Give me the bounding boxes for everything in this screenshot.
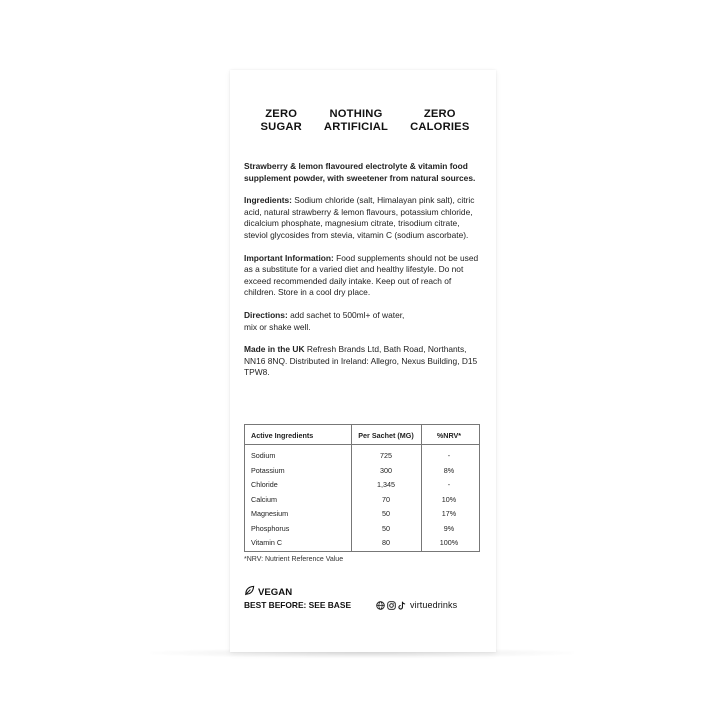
ingredient-amount: 80 xyxy=(382,538,390,547)
ingredient-nrv: - xyxy=(447,451,451,460)
best-before: BEST BEFORE: SEE BASE xyxy=(244,600,352,610)
social-handle-text: virtuedrinks xyxy=(410,600,458,610)
ingredient-name: Calcium xyxy=(251,494,277,504)
table-row xyxy=(245,478,479,492)
ingredients-section xyxy=(244,195,484,241)
claim-line: SUGAR xyxy=(260,121,302,133)
table-row xyxy=(245,507,479,521)
claim-line: ARTIFICIAL xyxy=(323,121,389,133)
ingredients-label: Ingredients: xyxy=(244,195,292,206)
vegan-label: VEGAN xyxy=(258,586,293,598)
claim-zero-calories xyxy=(410,108,469,134)
vegan-badge xyxy=(244,585,292,599)
ingredient-nrv: 10% xyxy=(441,494,457,504)
table-row xyxy=(245,522,479,536)
ingredient-amount: 725 xyxy=(380,451,392,460)
table-row xyxy=(245,449,479,463)
header-nrv: %NRV* xyxy=(436,431,462,440)
claim-line: ZERO xyxy=(265,108,298,120)
made-in-section xyxy=(244,344,484,379)
made-in-label: Made in the UK xyxy=(244,344,305,355)
directions-line-1: add sachet to 500ml+ of water, xyxy=(290,309,405,320)
ingredient-name: Magnesium xyxy=(251,509,289,518)
claim-line: CALORIES xyxy=(410,121,470,133)
directions-line-2: mix or shake well. xyxy=(244,321,311,332)
ingredient-amount: 50 xyxy=(382,509,390,518)
globe-icon xyxy=(376,601,385,610)
table-row xyxy=(245,536,479,550)
label-text xyxy=(244,161,484,390)
instagram-icon xyxy=(387,601,396,610)
product-description: Strawberry & lemon flavoured electrolyte & vitamin food supplement powder, with sweetener from natural sources. xyxy=(244,161,476,183)
ingredient-name: Chloride xyxy=(251,480,278,489)
table-row xyxy=(245,464,479,478)
claim-line: NOTHING xyxy=(329,108,383,120)
ingredient-amount: 1,345 xyxy=(377,480,395,489)
ingredient-nrv: 17% xyxy=(441,509,457,518)
ingredient-nrv: 9% xyxy=(443,523,455,533)
ingredient-nrv: - xyxy=(447,480,451,489)
ingredient-nrv: 8% xyxy=(443,465,455,475)
important-information-label: Important Information: xyxy=(244,252,334,263)
directions-section xyxy=(244,310,484,333)
ingredients-text: Sodium chloride (salt, Himalayan pink salt), citric acid, natural strawberry & lemon flavours, potassium chloride, dicalcium phosphate, magnesium citrate, trisodium citrate, steviol glycosides from stevia, vitamin C (sodium ascorbate). xyxy=(244,195,475,240)
important-information-section xyxy=(244,253,484,299)
leaf-icon xyxy=(244,585,255,599)
tiktok-icon xyxy=(398,601,406,610)
table-header xyxy=(245,425,479,445)
important-information-text: Food supplements should not be used as a substitute for a varied diet and healthy lifestyle. Do not exceed recommended daily intake. Keep out of reach of children. Store in a cool dry place. xyxy=(244,252,479,298)
ingredient-name: Vitamin C xyxy=(251,538,283,547)
product-sachet xyxy=(230,70,496,652)
nutrition-table xyxy=(244,424,480,552)
social-handle xyxy=(376,600,457,610)
ingredient-amount: 50 xyxy=(382,523,390,533)
claim-zero-sugar xyxy=(261,108,302,134)
claim-nothing-artificial xyxy=(324,108,388,134)
ingredient-nrv: 100% xyxy=(439,538,459,547)
made-in-text: Refresh Brands Ltd, Bath Road, Northants, NN16 8NQ. Distributed in Ireland: Allegro, Nexus Building, D15 TPW8. xyxy=(244,344,478,378)
claim-line: ZERO xyxy=(423,108,456,120)
header-active-ingredients: Active Ingredients xyxy=(251,431,314,440)
ingredient-name: Sodium xyxy=(251,451,276,460)
directions-label: Directions: xyxy=(244,309,288,320)
header-per-sachet: Per Sachet (MG) xyxy=(358,431,414,440)
ingredient-amount: 70 xyxy=(382,494,390,504)
claims-row xyxy=(230,108,498,134)
ingredient-name: Potassium xyxy=(251,465,285,475)
nrv-footnote: *NRV: Nutrient Reference Value xyxy=(244,556,344,563)
table-row xyxy=(245,493,479,507)
ingredient-name: Phosphorus xyxy=(251,523,290,533)
ingredient-amount: 300 xyxy=(380,465,392,475)
